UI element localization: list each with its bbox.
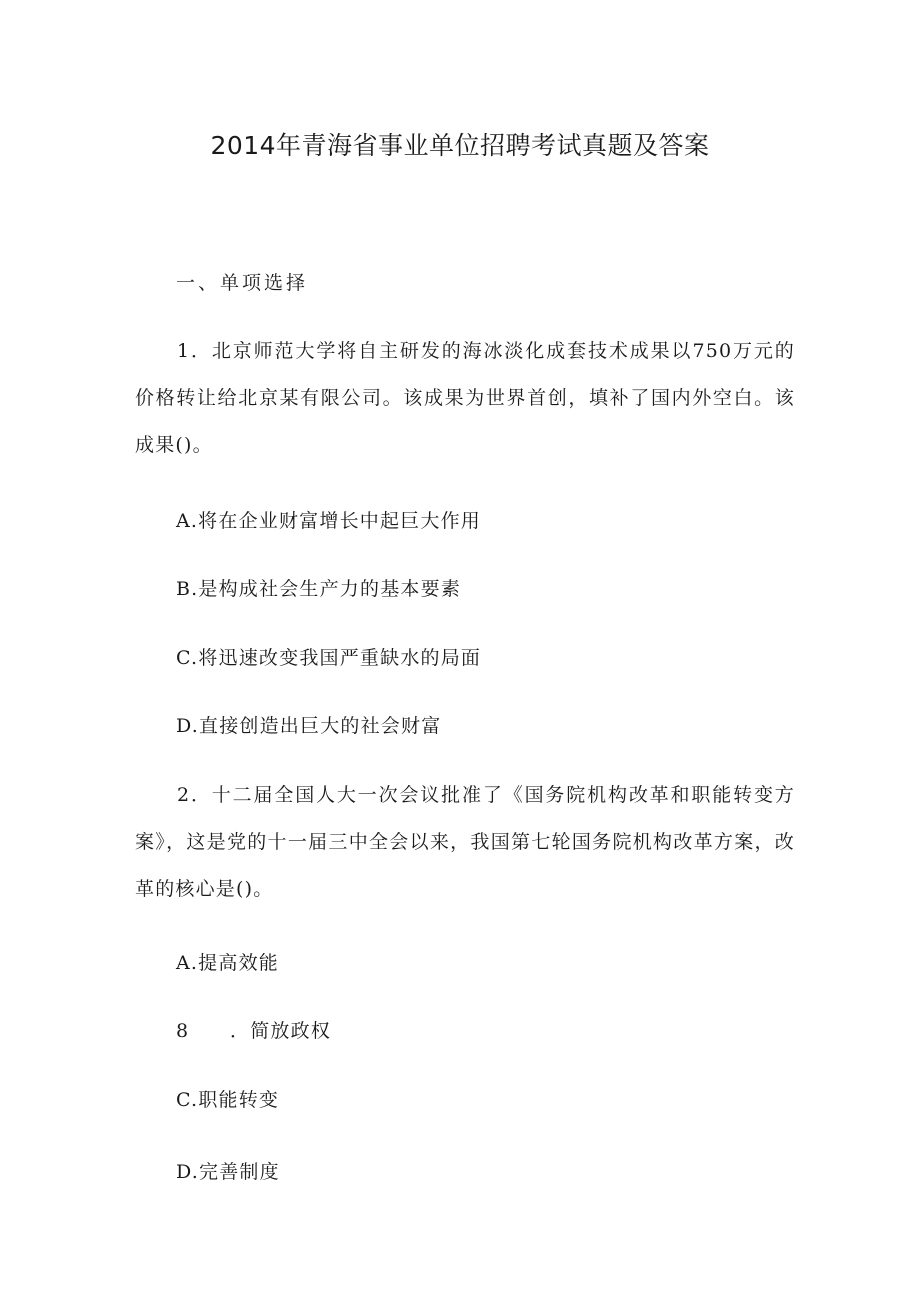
option-label: C. bbox=[176, 647, 199, 669]
question-2-option-d bbox=[176, 1157, 280, 1184]
question-1-option-a bbox=[176, 506, 481, 533]
option-label: D. bbox=[176, 715, 199, 737]
option-text: 完善制度 bbox=[199, 1161, 280, 1183]
question-1-text: 1．北京师范大学将自主研发的海冰淡化成套技术成果以750万元的价格转让给北京某有限公司。该成果为世界首创，填补了国内外空白。该成果()。 bbox=[135, 340, 795, 456]
option-text: ．简放政权 bbox=[230, 1020, 332, 1042]
question-2-text: 2．十二届全国人大一次会议批准了《国务院机构改革和职能转变方案》，这是党的十一届三中全会以来，我国第七轮国务院机构改革方案，改革的核心是()。 bbox=[135, 784, 795, 900]
option-label: D. bbox=[176, 1161, 199, 1183]
question-2-option-b bbox=[176, 1016, 331, 1043]
document-title: 2014年青海省事业单位招聘考试真题及答案 bbox=[210, 131, 710, 160]
option-label: A. bbox=[176, 510, 199, 532]
option-text: 职能转变 bbox=[198, 1089, 280, 1111]
question-2-option-a bbox=[176, 948, 279, 975]
option-label: 8 bbox=[176, 1020, 190, 1042]
option-label: C. bbox=[176, 1089, 199, 1111]
question-2-option-c bbox=[176, 1085, 279, 1112]
question-1-option-c bbox=[176, 643, 481, 670]
question-1-option-d bbox=[176, 711, 441, 738]
option-text: 将迅速改变我国严重缺水的局面 bbox=[198, 647, 482, 669]
question-1-option-b bbox=[176, 574, 461, 601]
option-text: 直接创造出巨大的社会财富 bbox=[199, 715, 442, 737]
section-heading: 一、单项选择 bbox=[176, 272, 309, 294]
option-text: 将在企业财富增长中起巨大作用 bbox=[198, 510, 481, 532]
option-label: A. bbox=[176, 952, 199, 974]
option-text: 提高效能 bbox=[198, 952, 279, 974]
option-label: B. bbox=[176, 578, 199, 600]
option-text: 是构成社会生产力的基本要素 bbox=[198, 578, 462, 600]
